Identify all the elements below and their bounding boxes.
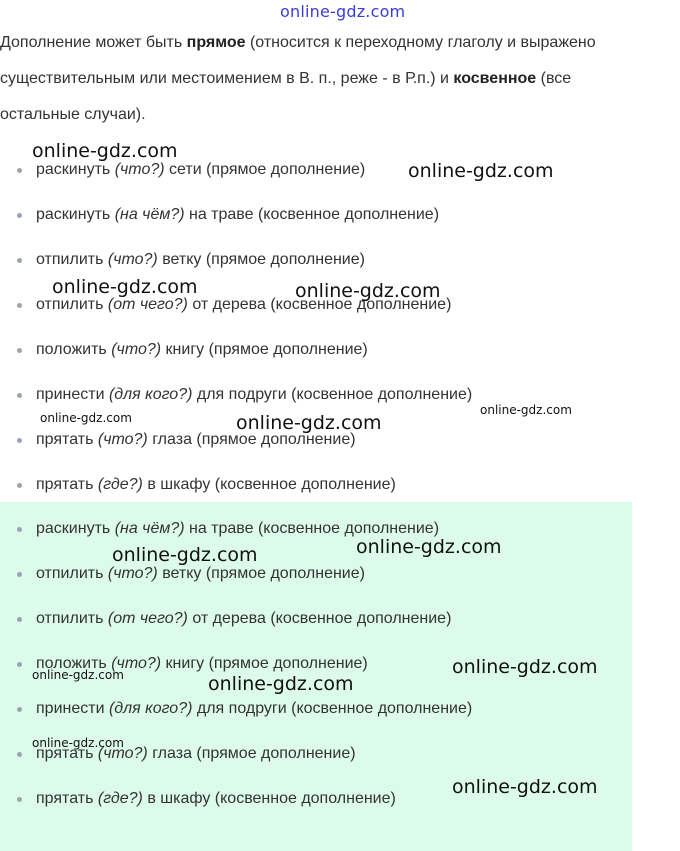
object-text: глаза (прямое дополнение) <box>147 745 356 762</box>
question-text: (что?) <box>114 161 165 178</box>
bullet-icon <box>17 527 22 532</box>
object-text: на траве (косвенное дополнение) <box>184 206 440 223</box>
intro-bold-indirect: косвенное <box>453 70 537 87</box>
question-text: (что?) <box>97 745 148 762</box>
bullet-icon <box>17 348 22 353</box>
list-item-text <box>36 607 451 631</box>
watermark-text: online-gdz.com <box>40 411 132 425</box>
bullet-icon <box>17 438 22 443</box>
question-text: (где?) <box>97 790 143 807</box>
list-item-text <box>36 473 396 497</box>
intro-text-3: (все остальные случаи). <box>0 70 572 123</box>
verb-text: прятать <box>36 431 98 448</box>
bullet-icon <box>17 168 22 173</box>
bullet-icon <box>17 393 22 398</box>
verb-text: раскинуть <box>36 520 115 537</box>
object-text: в шкафу (косвенное дополнение) <box>142 476 396 493</box>
bullet-icon <box>17 213 22 218</box>
object-text: ветку (прямое дополнение) <box>157 565 365 582</box>
watermark-text: online-gdz.com <box>32 140 178 162</box>
header-watermark: online-gdz.com <box>280 2 406 21</box>
watermark-text: online-gdz.com <box>32 736 124 750</box>
object-text: от дерева (косвенное дополнение) <box>187 610 452 627</box>
question-text: (на чём?) <box>114 520 185 537</box>
watermark-text: online-gdz.com <box>52 276 198 298</box>
watermark-text: online-gdz.com <box>236 412 382 434</box>
watermark-text: online-gdz.com <box>452 776 598 798</box>
intro-bold-direct: прямое <box>186 34 246 51</box>
list-item-text <box>36 697 472 721</box>
question-text: (что?) <box>111 341 162 358</box>
verb-text: принести <box>36 700 109 717</box>
verb-text: прятать <box>36 476 98 493</box>
question-text: (что?) <box>111 655 162 672</box>
question-text: (что?) <box>107 565 158 582</box>
bullet-icon <box>17 797 22 802</box>
question-text: (где?) <box>97 476 143 493</box>
watermark-text: online-gdz.com <box>408 160 554 182</box>
list-item-text <box>36 203 439 227</box>
object-text: сети (прямое дополнение) <box>164 161 366 178</box>
question-text: (что?) <box>97 431 148 448</box>
verb-text: раскинуть <box>36 206 115 223</box>
verb-text: раскинуть <box>36 161 115 178</box>
verb-text: принести <box>36 386 109 403</box>
object-text: для подруги (косвенное дополнение) <box>192 386 473 403</box>
bullet-icon <box>17 617 22 622</box>
object-text: в шкафу (косвенное дополнение) <box>142 790 396 807</box>
watermark-text: online-gdz.com <box>295 280 441 302</box>
verb-text: отпилить <box>36 251 108 268</box>
list-item-text <box>36 787 396 811</box>
object-text: книгу (прямое дополнение) <box>161 655 368 672</box>
intro-text-1: Дополнение может быть <box>0 34 187 51</box>
bullet-icon <box>17 752 22 757</box>
list-item-text <box>36 338 368 362</box>
bullet-icon <box>17 258 22 263</box>
question-text: (от чего?) <box>107 296 188 313</box>
bullet-icon <box>17 483 22 488</box>
intro-text-2: (относится к переходному глаголу и выражено существительным или местоимением в В. п., реже - в Р.п.) и <box>0 34 596 87</box>
question-text: (для кого?) <box>108 386 193 403</box>
question-text: (что?) <box>107 251 158 268</box>
question-text: (от чего?) <box>107 610 188 627</box>
watermark-text: online-gdz.com <box>356 536 502 558</box>
bullet-icon <box>17 662 22 667</box>
watermark-text: online-gdz.com <box>112 544 258 566</box>
object-text: от дерева (косвенное дополнение) <box>187 296 452 313</box>
watermark-text: online-gdz.com <box>32 668 124 682</box>
verb-text: прятать <box>36 745 98 762</box>
bullet-icon <box>17 707 22 712</box>
object-text: ветку (прямое дополнение) <box>157 251 365 268</box>
verb-text: отпилить <box>36 565 108 582</box>
question-text: (на чём?) <box>114 206 185 223</box>
watermark-text: online-gdz.com <box>452 656 598 678</box>
verb-text: отпилить <box>36 610 108 627</box>
list-item-text <box>36 248 365 272</box>
bullet-icon <box>17 572 22 577</box>
watermark-text: online-gdz.com <box>480 403 572 417</box>
verb-text: положить <box>36 341 112 358</box>
object-text: на траве (косвенное дополнение) <box>184 520 440 537</box>
object-text: глаза (прямое дополнение) <box>147 431 356 448</box>
object-text: книгу (прямое дополнение) <box>161 341 368 358</box>
watermark-text: online-gdz.com <box>208 673 354 695</box>
verb-text: прятать <box>36 790 98 807</box>
list-item-text <box>36 383 472 407</box>
object-text: для подруги (косвенное дополнение) <box>192 700 473 717</box>
verb-text: отпилить <box>36 296 108 313</box>
bullet-icon <box>17 303 22 308</box>
verb-text: положить <box>36 655 112 672</box>
question-text: (для кого?) <box>108 700 193 717</box>
